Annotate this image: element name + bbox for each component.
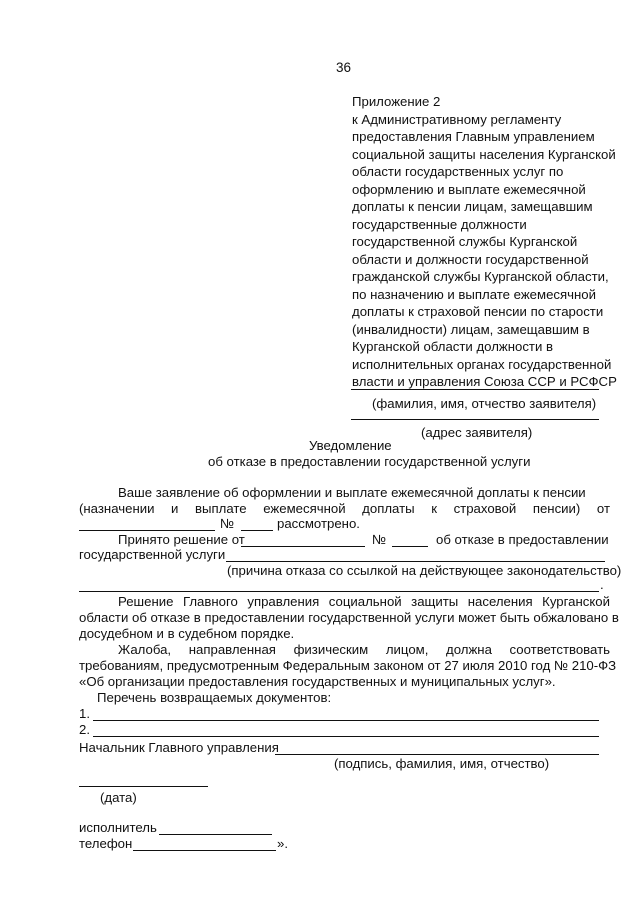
p1-line2: (назначении и выплате ежемесячной доплаты к страховой пенсии) от [79,501,610,516]
appendix-line: (инвалидности) лицам, замещавшим в [352,321,590,337]
p2-caption: (причина отказа со ссылкой на действующее законодательство) [227,563,622,578]
p2-number-sign: № [372,532,387,547]
p2-reason-line [226,561,605,562]
appendix-line: государственные должности [352,216,527,232]
p4-line1: Жалоба, направленная физическим лицом, должна соответствовать [118,642,610,657]
executor-label: исполнитель [79,820,157,835]
p3-line3: досудебном и в судебном порядке. [79,626,295,641]
appendix-line: по назначению и выплате ежемесячной [352,286,597,302]
phone-label: телефон [79,836,133,851]
p2-full-line [79,591,599,592]
signature-caption: (подпись, фамилия, имя, отчество) [334,756,550,771]
p3-line1: Решение Главного управления социальной защиты населения Курганской [118,594,610,609]
p1-considered: рассмотрено. [277,516,360,531]
head-signature-line [275,754,599,755]
appendix-line: области и должности государственной [352,251,589,267]
p2-dot: . [600,577,604,592]
p2-end: об отказе в предоставлении [436,532,609,547]
page-number: 36 [336,60,352,75]
appendix-line: власти и управления Союза ССР и РСФСР [352,374,617,389]
applicant-address-caption: (адрес заявителя) [421,425,533,440]
doc-2-line [93,736,599,737]
notice-subtitle: об отказе в предоставлении государственной услуги [208,454,531,469]
p1-number-sign: № [220,516,235,531]
p2-start: Принято решение от [118,532,245,547]
p1-date-line [79,530,215,531]
phone-line [133,850,276,851]
date-caption: (дата) [100,790,137,805]
applicant-name-line [351,389,599,390]
appendix-line: гражданской службы Курганской области, [352,269,609,284]
applicant-name-caption: (фамилия, имя, отчество заявителя) [372,396,597,411]
p1-number-line [241,530,273,531]
p2-date-line [241,546,365,547]
executor-line [159,834,272,835]
p2-line2: государственной услуги [79,547,226,562]
docs-title: Перечень возвращаемых документов: [97,690,332,705]
notice-title: Уведомление [309,438,392,453]
applicant-address-line [351,419,599,420]
p2-number-line [392,546,428,547]
p4-line3: «Об организации предоставления государственных и муниципальных услуг». [79,674,556,689]
appendix-line: государственной службы Курганской [352,234,578,249]
doc-1-line [93,720,599,721]
appendix-line: Приложение 2 [352,94,441,109]
appendix-line: предоставления Главным управлением [352,129,595,144]
doc-item-1: 1. [79,706,90,721]
appendix-line: к Административному регламенту [352,111,562,127]
p1-line1: Ваше заявление об оформлении и выплате ежемесячной доплаты к пенсии [118,485,586,500]
appendix-line: исполнительных органах государственной [352,356,612,372]
doc-item-2: 2. [79,722,90,737]
head-label: Начальник Главного управления [79,740,279,755]
p3-line2: области об отказе в предоставлении государственной услуги может быть обжаловано в [79,610,619,625]
appendix-line: оформлению и выплате ежемесячной [352,181,586,197]
phone-end: ». [277,836,288,851]
appendix-line: доплаты к пенсии лицам, замещавшим [352,199,593,214]
p4-line2: требованиям, предусмотренным Федеральным законом от 27 июля 2010 год № 210-ФЗ [79,658,617,673]
appendix-line: доплаты к страховой пенсии по старости [352,304,604,319]
appendix-line: Курганской области должности в [352,339,554,354]
appendix-line: социальной защиты населения Курганской [352,146,616,162]
date-line [79,786,208,787]
appendix-line: области государственных услуг по [352,164,564,179]
